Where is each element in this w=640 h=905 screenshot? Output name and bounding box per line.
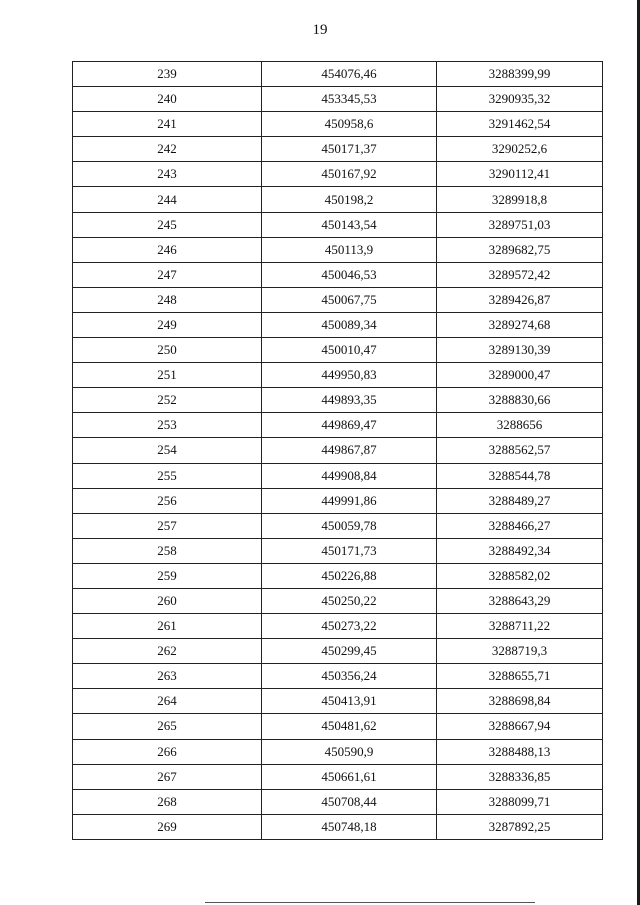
- x-coordinate-cell: 450250,22: [262, 588, 437, 613]
- y-coordinate-cell: 3288656: [437, 413, 603, 438]
- y-coordinate-cell: 3288099,71: [437, 789, 603, 814]
- y-coordinate-cell: 3289572,42: [437, 262, 603, 287]
- point-number-cell: 257: [73, 513, 262, 538]
- x-coordinate-cell: 450010,47: [262, 338, 437, 363]
- y-coordinate-cell: 3288698,84: [437, 689, 603, 714]
- point-number-cell: 262: [73, 639, 262, 664]
- table-row: [73, 463, 603, 488]
- x-coordinate-cell: 449950,83: [262, 363, 437, 388]
- table-row: [73, 413, 603, 438]
- x-coordinate-cell: 449908,84: [262, 463, 437, 488]
- table-row: [73, 438, 603, 463]
- table-row: [73, 614, 603, 639]
- x-coordinate-cell: 450661,61: [262, 764, 437, 789]
- x-coordinate-cell: 450067,75: [262, 287, 437, 312]
- table-row: [73, 287, 603, 312]
- x-coordinate-cell: 450113,9: [262, 237, 437, 262]
- y-coordinate-cell: 3289751,03: [437, 212, 603, 237]
- y-coordinate-cell: 3289130,39: [437, 338, 603, 363]
- x-coordinate-cell: 450356,24: [262, 664, 437, 689]
- point-number-cell: 253: [73, 413, 262, 438]
- table-row: [73, 262, 603, 287]
- x-coordinate-cell: 450273,22: [262, 614, 437, 639]
- point-number-cell: 266: [73, 739, 262, 764]
- y-coordinate-cell: 3288582,02: [437, 563, 603, 588]
- page-number: 19: [312, 22, 328, 38]
- x-coordinate-cell: 450046,53: [262, 262, 437, 287]
- table-row: [73, 62, 603, 87]
- x-coordinate-cell: 450481,62: [262, 714, 437, 739]
- y-coordinate-cell: 3288488,13: [437, 739, 603, 764]
- x-coordinate-cell: 450089,34: [262, 312, 437, 337]
- table-row: [73, 639, 603, 664]
- y-coordinate-cell: 3289426,87: [437, 287, 603, 312]
- point-number-cell: 256: [73, 488, 262, 513]
- point-number-cell: 259: [73, 563, 262, 588]
- y-coordinate-cell: 3289682,75: [437, 237, 603, 262]
- x-coordinate-cell: 450226,88: [262, 563, 437, 588]
- y-coordinate-cell: 3288492,34: [437, 538, 603, 563]
- table-row: [73, 563, 603, 588]
- table-row: [73, 312, 603, 337]
- y-coordinate-cell: 3288667,94: [437, 714, 603, 739]
- x-coordinate-cell: 449893,35: [262, 388, 437, 413]
- point-number-cell: 260: [73, 588, 262, 613]
- point-number-cell: 241: [73, 112, 262, 137]
- point-number-cell: 264: [73, 689, 262, 714]
- x-coordinate-cell: 450059,78: [262, 513, 437, 538]
- point-number-cell: 243: [73, 162, 262, 187]
- table-row: [73, 764, 603, 789]
- point-number-cell: 240: [73, 87, 262, 112]
- point-number-cell: 268: [73, 789, 262, 814]
- x-coordinate-cell: 450590,9: [262, 739, 437, 764]
- point-number-cell: 261: [73, 614, 262, 639]
- coordinates-table: [72, 61, 603, 840]
- x-coordinate-cell: 450143,54: [262, 212, 437, 237]
- table-row: [73, 363, 603, 388]
- table-row: [73, 112, 603, 137]
- table-row: [73, 187, 603, 212]
- y-coordinate-cell: 3290112,41: [437, 162, 603, 187]
- y-coordinate-cell: 3288830,66: [437, 388, 603, 413]
- y-coordinate-cell: 3288399,99: [437, 62, 603, 87]
- x-coordinate-cell: 450958,6: [262, 112, 437, 137]
- point-number-cell: 244: [73, 187, 262, 212]
- table-row: [73, 237, 603, 262]
- x-coordinate-cell: 450413,91: [262, 689, 437, 714]
- x-coordinate-cell: 450299,45: [262, 639, 437, 664]
- table-row: [73, 664, 603, 689]
- y-coordinate-cell: 3288643,29: [437, 588, 603, 613]
- table-row: [73, 388, 603, 413]
- x-coordinate-cell: 449869,47: [262, 413, 437, 438]
- y-coordinate-cell: 3290252,6: [437, 137, 603, 162]
- point-number-cell: 250: [73, 338, 262, 363]
- y-coordinate-cell: 3288544,78: [437, 463, 603, 488]
- x-coordinate-cell: 449991,86: [262, 488, 437, 513]
- y-coordinate-cell: 3289274,68: [437, 312, 603, 337]
- table-row: [73, 488, 603, 513]
- x-coordinate-cell: 454076,46: [262, 62, 437, 87]
- point-number-cell: 242: [73, 137, 262, 162]
- y-coordinate-cell: 3288719,3: [437, 639, 603, 664]
- point-number-cell: 258: [73, 538, 262, 563]
- x-coordinate-cell: 450171,37: [262, 137, 437, 162]
- x-coordinate-cell: 450171,73: [262, 538, 437, 563]
- point-number-cell: 247: [73, 262, 262, 287]
- table-row: [73, 588, 603, 613]
- table-row: [73, 338, 603, 363]
- point-number-cell: 255: [73, 463, 262, 488]
- point-number-cell: 239: [73, 62, 262, 87]
- point-number-cell: 269: [73, 814, 262, 839]
- table-row: [73, 714, 603, 739]
- table-row: [73, 212, 603, 237]
- point-number-cell: 263: [73, 664, 262, 689]
- x-coordinate-cell: 450708,44: [262, 789, 437, 814]
- point-number-cell: 246: [73, 237, 262, 262]
- x-coordinate-cell: 453345,53: [262, 87, 437, 112]
- y-coordinate-cell: 3288489,27: [437, 488, 603, 513]
- y-coordinate-cell: 3288711,22: [437, 614, 603, 639]
- table-row: [73, 87, 603, 112]
- table-row: [73, 538, 603, 563]
- y-coordinate-cell: 3288655,71: [437, 664, 603, 689]
- table-row: [73, 513, 603, 538]
- y-coordinate-cell: 3291462,54: [437, 112, 603, 137]
- point-number-cell: 267: [73, 764, 262, 789]
- point-number-cell: 248: [73, 287, 262, 312]
- x-coordinate-cell: 450167,92: [262, 162, 437, 187]
- table-row: [73, 162, 603, 187]
- y-coordinate-cell: 3288336,85: [437, 764, 603, 789]
- coordinates-table-body: [73, 62, 603, 840]
- scan-edge-bottom: [205, 902, 535, 903]
- point-number-cell: 249: [73, 312, 262, 337]
- x-coordinate-cell: 449867,87: [262, 438, 437, 463]
- point-number-cell: 254: [73, 438, 262, 463]
- y-coordinate-cell: 3287892,25: [437, 814, 603, 839]
- table-row: [73, 689, 603, 714]
- y-coordinate-cell: 3290935,32: [437, 87, 603, 112]
- y-coordinate-cell: 3288562,57: [437, 438, 603, 463]
- x-coordinate-cell: 450198,2: [262, 187, 437, 212]
- point-number-cell: 245: [73, 212, 262, 237]
- table-row: [73, 739, 603, 764]
- table-row: [73, 814, 603, 839]
- point-number-cell: 252: [73, 388, 262, 413]
- y-coordinate-cell: 3289918,8: [437, 187, 603, 212]
- table-row: [73, 789, 603, 814]
- point-number-cell: 265: [73, 714, 262, 739]
- y-coordinate-cell: 3288466,27: [437, 513, 603, 538]
- x-coordinate-cell: 450748,18: [262, 814, 437, 839]
- point-number-cell: 251: [73, 363, 262, 388]
- table-row: [73, 137, 603, 162]
- y-coordinate-cell: 3289000,47: [437, 363, 603, 388]
